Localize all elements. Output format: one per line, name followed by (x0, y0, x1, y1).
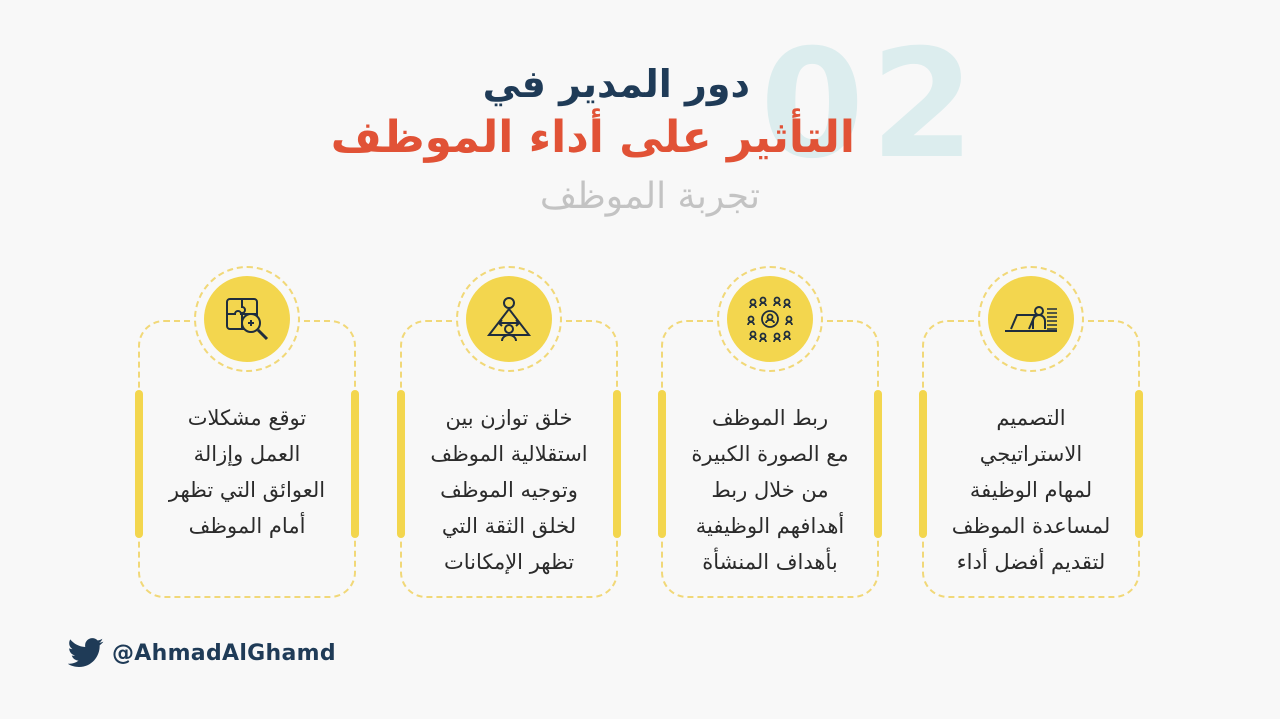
balance-triangle-icon (466, 276, 552, 362)
page-title-line1: دور المدير في (482, 62, 750, 106)
card-text: خلق توازن بين استقلالية الموظف وتوجيه الموظف لخلق الثقة التي تظهر الإمكانات (430, 406, 588, 574)
card-bar-left (658, 390, 666, 538)
team-network-icon (727, 276, 813, 362)
card-bar-left (397, 390, 405, 538)
card-bar-right (351, 390, 359, 538)
card-text: توقع مشكلات العمل وإزالة العوائق التي تظهر أمام الموظف (168, 406, 326, 538)
card-text: ربط الموظف مع الصورة الكبيرة من خلال ربط أهدافهم الوظيفية بأهداف المنشأة (691, 406, 849, 574)
twitter-icon[interactable] (68, 638, 104, 668)
card-bar-right (1135, 390, 1143, 538)
footer (68, 638, 336, 668)
card-bar-right (613, 390, 621, 538)
twitter-handle[interactable]: @AhmadAlGhamd (112, 640, 336, 666)
section-number: 02 (760, 18, 981, 192)
card-text: التصميم الاستراتيجي لمهام الوظيفة لمساعدة الموظف لتقديم أفضل أداء (951, 406, 1111, 574)
card-bar-left (135, 390, 143, 538)
header (0, 0, 1280, 240)
page-title-line2: التأثير على أداء الموظف (330, 112, 855, 163)
puzzle-search-icon (204, 276, 290, 362)
card-bar-right (874, 390, 882, 538)
employee-at-desk-icon (988, 276, 1074, 362)
card-bar-left (919, 390, 927, 538)
page-subtitle: تجربة الموظف (539, 176, 760, 217)
